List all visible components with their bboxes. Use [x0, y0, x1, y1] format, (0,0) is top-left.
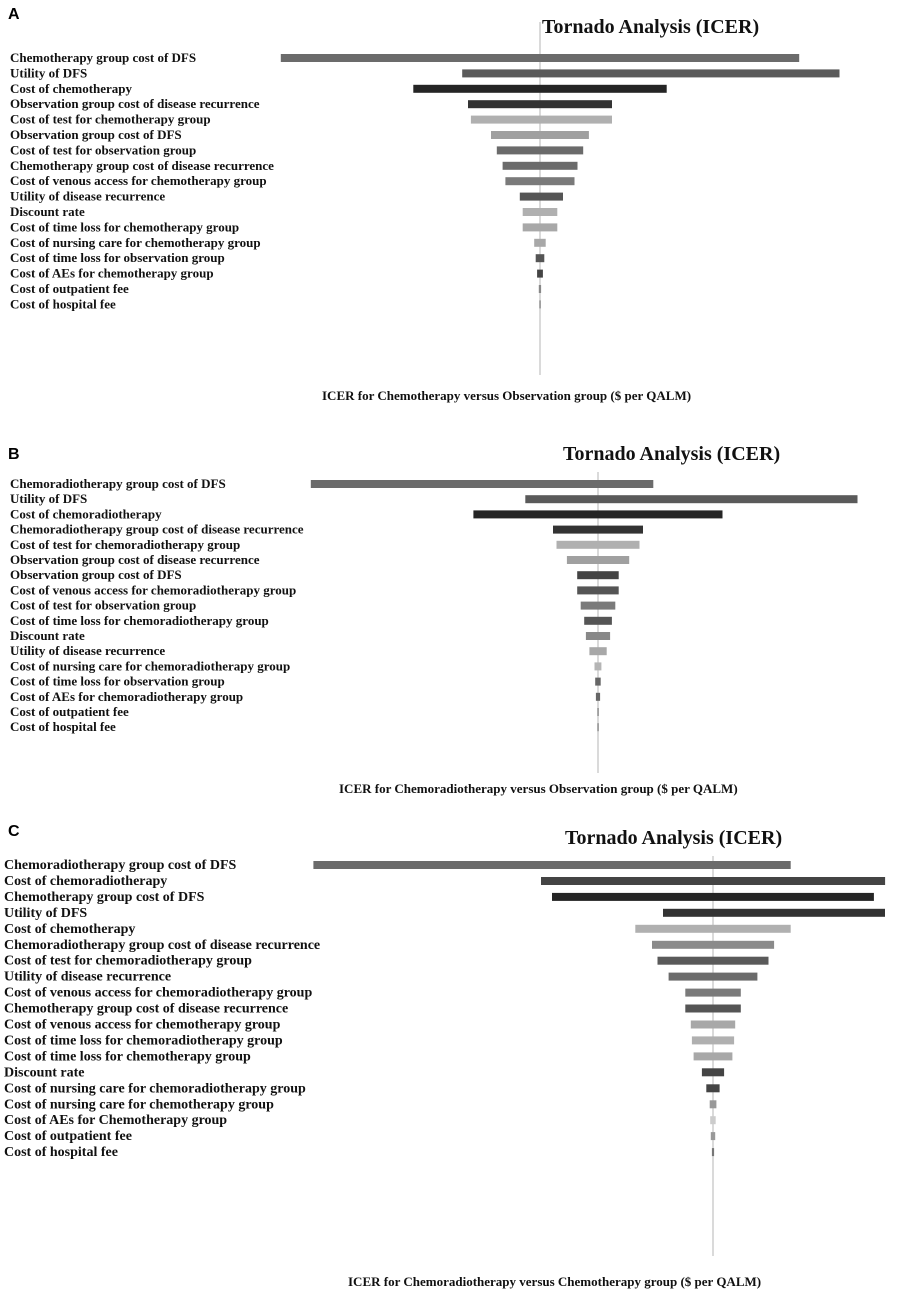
tornado-bar — [534, 239, 546, 247]
parameter-label: Utility of DFS — [10, 65, 88, 81]
tornado-bar — [523, 208, 558, 216]
parameter-label: Chemotherapy group cost of DFS — [10, 50, 197, 65]
tornado-bar — [537, 270, 543, 278]
parameter-label: Cost of venous access for chemotherapy group — [4, 1017, 281, 1033]
parameter-label: Chemoradiotherapy group cost of disease recurrence — [10, 521, 304, 537]
panel-letter: C — [8, 823, 20, 840]
x-axis-label: ICER for Chemoradiotherapy versus Observation group ($ per QALM) — [339, 781, 738, 796]
parameter-label: Chemoradiotherapy group cost of DFS — [10, 476, 226, 491]
chart-title: Tornado Analysis (ICER) — [563, 443, 781, 465]
tornado-bar — [539, 300, 541, 308]
parameter-label: Cost of test for chemoradiotherapy group — [4, 953, 252, 969]
tornado-chart-c — [0, 820, 899, 1299]
parameter-label: Cost of nursing care for chemotherapy group — [10, 234, 261, 250]
parameter-label: Cost of time loss for observation group — [10, 250, 225, 266]
tornado-bar — [491, 131, 589, 139]
parameter-label: Utility of DFS — [4, 905, 88, 921]
parameter-label: Observation group cost of disease recurrence — [10, 96, 260, 112]
tornado-bar — [710, 1116, 716, 1124]
parameter-label: Utility of disease recurrence — [10, 643, 166, 659]
tornado-bar — [597, 723, 599, 731]
tornado-bar — [589, 647, 606, 655]
tornado-bar — [706, 1084, 719, 1092]
tornado-bar — [462, 69, 839, 77]
parameter-label: Cost of chemoradiotherapy — [4, 873, 168, 889]
parameter-label: Cost of chemoradiotherapy — [10, 506, 162, 522]
chart-title: Tornado Analysis (ICER) — [565, 827, 783, 849]
tornado-bar — [702, 1068, 724, 1076]
parameter-label: Utility of disease recurrence — [10, 188, 166, 204]
parameter-label: Utility of disease recurrence — [4, 969, 172, 985]
parameter-label: Cost of chemotherapy — [10, 80, 133, 96]
parameter-label: Cost of test for chemoradiotherapy group — [10, 536, 241, 552]
parameter-label: Cost of test for observation group — [10, 597, 197, 613]
parameter-label: Chemoradiotherapy group cost of DFS — [4, 858, 237, 873]
tornado-bar — [523, 223, 558, 231]
tornado-bar — [497, 146, 583, 154]
tornado-bar — [557, 541, 640, 549]
tornado-bar — [536, 254, 545, 262]
tornado-bar — [552, 893, 874, 901]
tornado-bar — [311, 480, 654, 488]
tornado-bar — [503, 162, 578, 170]
parameter-label: Cost of hospital fee — [10, 719, 116, 735]
tornado-bar — [710, 1100, 717, 1108]
parameter-label: Cost of venous access for chemotherapy group — [10, 173, 267, 189]
x-axis-label: ICER for Chemoradiotherapy versus Chemotherapy group ($ per QALM) — [348, 1274, 762, 1289]
tornado-bar — [567, 556, 629, 564]
parameter-label: Cost of venous access for chemoradiotherapy group — [10, 582, 297, 598]
parameter-label: Cost of test for chemotherapy group — [10, 111, 211, 127]
tornado-bar — [413, 85, 666, 93]
tornado-bar — [313, 861, 790, 869]
tornado-bar — [468, 100, 612, 108]
parameter-label: Observation group cost of DFS — [10, 567, 182, 583]
chart-title: Tornado Analysis (ICER) — [542, 16, 760, 38]
tornado-bar — [541, 877, 885, 885]
parameter-label: Cost of outpatient fee — [4, 1129, 132, 1145]
tornado-bar — [691, 1021, 735, 1029]
parameter-label: Chemoradiotherapy group cost of disease recurrence — [4, 937, 321, 953]
tornado-bar — [669, 973, 758, 981]
tornado-chart-a — [0, 0, 899, 415]
parameter-label: Cost of AEs for chemotherapy group — [10, 265, 214, 281]
tornado-bar — [595, 662, 602, 670]
parameter-label: Cost of time loss for chemotherapy group — [10, 219, 240, 235]
tornado-bar — [652, 941, 774, 949]
parameter-label: Cost of time loss for observation group — [10, 673, 225, 689]
parameter-label: Chemotherapy group cost of DFS — [4, 889, 205, 905]
parameter-label: Cost of time loss for chemoradiotherapy group — [10, 612, 269, 628]
tornado-bar — [520, 193, 563, 201]
parameter-label: Cost of venous access for chemoradiotherapy group — [4, 985, 313, 1001]
tornado-bar — [658, 957, 769, 965]
panel-a — [0, 0, 899, 415]
tornado-bar — [281, 54, 799, 62]
tornado-bar — [577, 571, 619, 579]
tornado-bar — [595, 678, 601, 686]
tornado-bar — [473, 510, 722, 518]
parameter-label: Cost of test for observation group — [10, 142, 197, 158]
parameter-label: Cost of time loss for chemotherapy group — [4, 1049, 251, 1065]
tornado-bar — [596, 693, 600, 701]
tornado-bar — [584, 617, 612, 625]
parameter-label: Discount rate — [4, 1065, 85, 1081]
parameter-label: Cost of AEs for Chemotherapy group — [4, 1113, 228, 1129]
tornado-chart-b — [0, 440, 899, 820]
tornado-bar — [685, 1005, 741, 1013]
panel-c — [0, 820, 899, 1299]
tornado-bar — [586, 632, 610, 640]
tornado-bar — [712, 1148, 714, 1156]
tornado-bar — [553, 526, 643, 534]
panel-b — [0, 440, 899, 820]
parameter-label: Cost of nursing care for chemotherapy group — [4, 1097, 274, 1113]
parameter-label: Cost of outpatient fee — [10, 704, 129, 719]
tornado-bar — [471, 116, 612, 124]
parameter-label: Utility of DFS — [10, 491, 88, 507]
panel-letter: A — [8, 6, 20, 23]
parameter-label: Cost of AEs for chemoradiotherapy group — [10, 688, 244, 704]
tornado-bar — [685, 989, 741, 997]
tornado-bar — [581, 602, 616, 610]
parameter-label: Chemotherapy group cost of disease recurrence — [4, 1001, 289, 1017]
parameter-label: Cost of nursing care for chemoradiotherapy group — [10, 658, 291, 674]
tornado-bar — [694, 1052, 733, 1060]
tornado-bar — [577, 586, 619, 594]
tornado-bar — [539, 285, 541, 293]
tornado-bar — [525, 495, 857, 503]
tornado-bar — [711, 1132, 715, 1140]
tornado-bar — [663, 909, 885, 917]
parameter-label: Observation group cost of disease recurrence — [10, 552, 260, 567]
parameter-label: Cost of nursing care for chemoradiotherapy group — [4, 1081, 306, 1097]
parameter-label: Chemotherapy group cost of disease recurrence — [10, 157, 274, 173]
tornado-bar — [692, 1036, 734, 1044]
tornado-bar — [505, 177, 574, 185]
parameter-label: Cost of outpatient fee — [10, 281, 129, 296]
tornado-bar — [597, 708, 599, 716]
x-axis-label: ICER for Chemotherapy versus Observation group ($ per QALM) — [322, 388, 692, 403]
tornado-bar — [635, 925, 790, 933]
parameter-label: Cost of hospital fee — [10, 296, 116, 312]
parameter-label: Observation group cost of DFS — [10, 127, 182, 142]
parameter-label: Cost of chemotherapy — [4, 921, 136, 937]
panel-letter: B — [8, 446, 20, 463]
parameter-label: Cost of time loss for chemoradiotherapy group — [4, 1033, 283, 1049]
parameter-label: Discount rate — [10, 628, 85, 643]
parameter-label: Discount rate — [10, 204, 85, 219]
parameter-label: Cost of hospital fee — [4, 1145, 118, 1161]
